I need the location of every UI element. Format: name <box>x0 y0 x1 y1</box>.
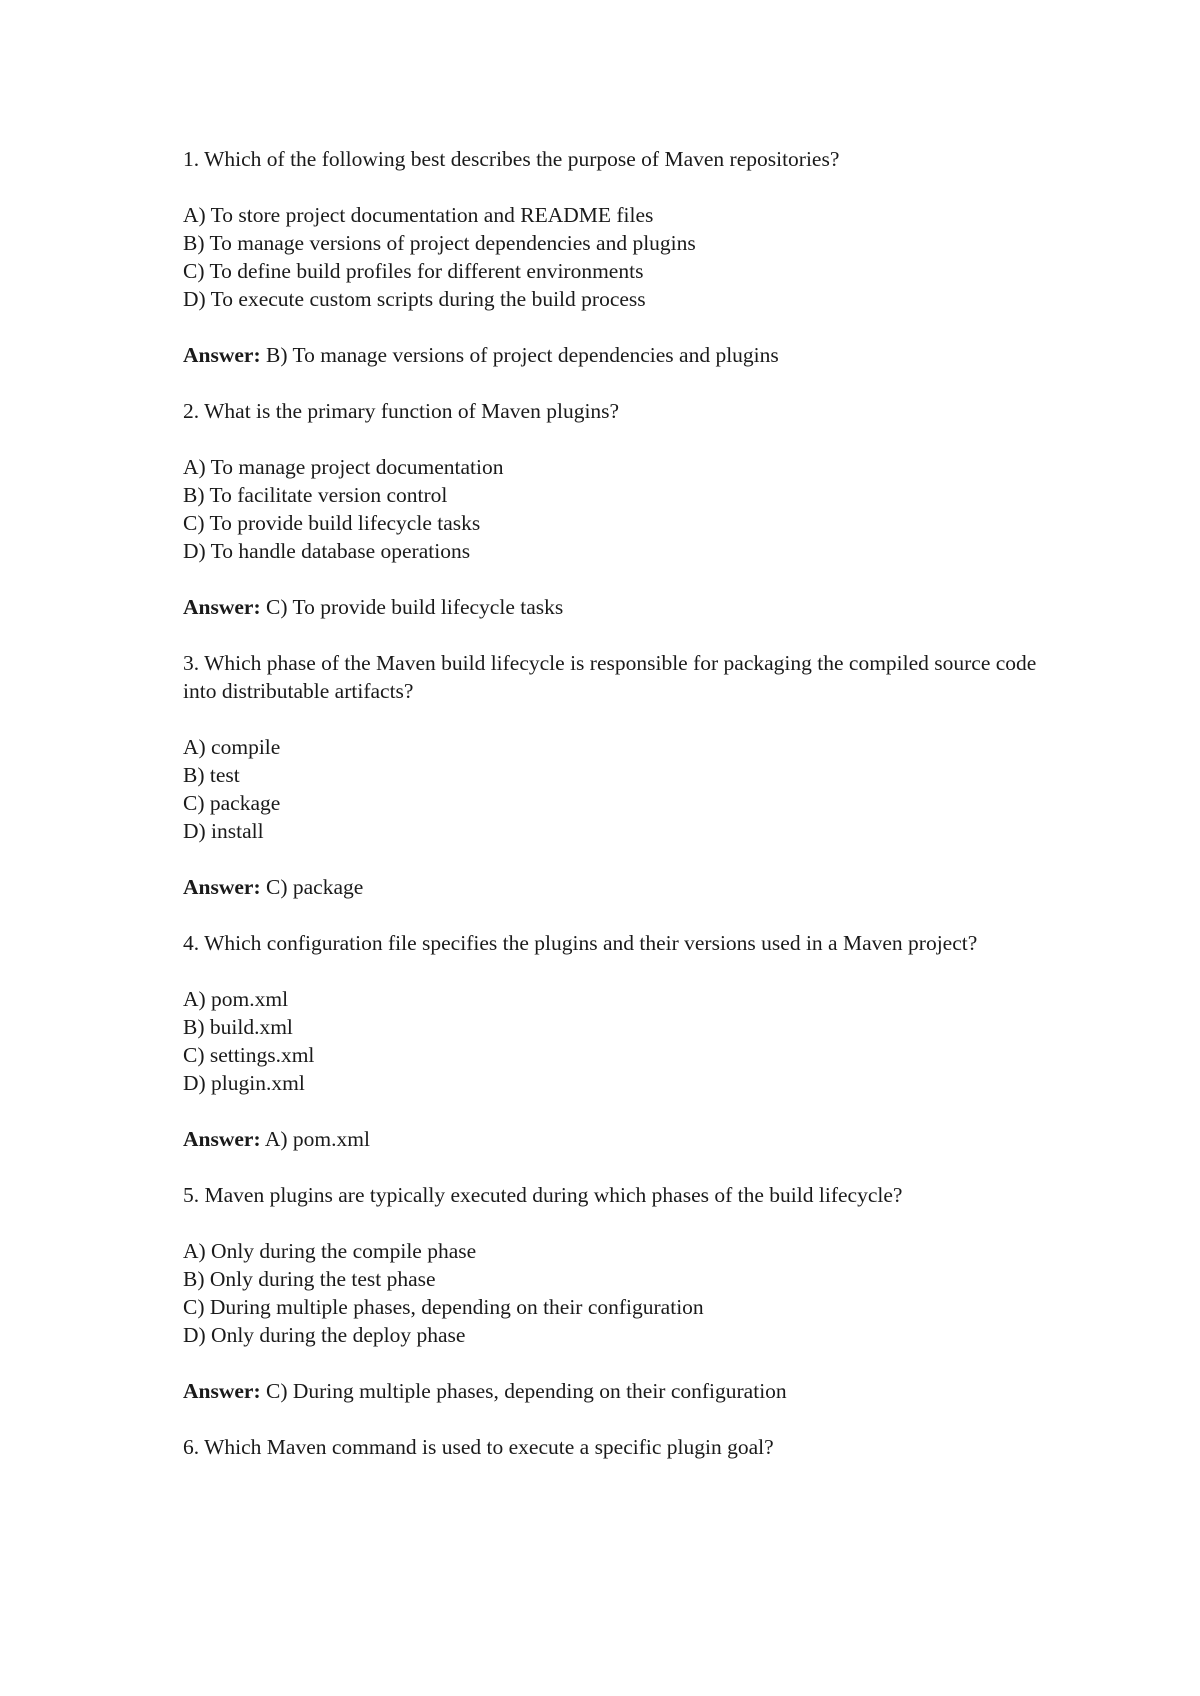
answer-text: A) pom.xml <box>264 1127 370 1151</box>
answer-line <box>183 1125 1043 1153</box>
option-item: A) Only during the compile phase <box>183 1239 477 1263</box>
answer-label: Answer: <box>183 343 261 367</box>
option-item: A) pom.xml <box>183 987 289 1011</box>
answer-line <box>183 341 1043 369</box>
option-item: D) To execute custom scripts during the build process <box>183 287 646 311</box>
options-list <box>183 201 1043 313</box>
question-item <box>183 1433 1043 1461</box>
answer-label: Answer: <box>183 1379 261 1403</box>
option-item: B) Only during the test phase <box>183 1267 436 1291</box>
options-list <box>183 733 1043 845</box>
option-item: B) To manage versions of project dependencies and plugins <box>183 231 696 255</box>
answer-line <box>183 1377 1043 1405</box>
option-item: D) Only during the deploy phase <box>183 1323 466 1347</box>
question-text: 6. Which Maven command is used to execute a specific plugin goal? <box>183 1435 774 1459</box>
document-content <box>183 145 1043 1489</box>
answer-text: B) To manage versions of project dependencies and plugins <box>266 343 779 367</box>
option-item: B) test <box>183 763 240 787</box>
question-text: 5. Maven plugins are typically executed during which phases of the build lifecycle? <box>183 1183 903 1207</box>
option-item: C) To define build profiles for different environments <box>183 259 644 283</box>
question-text: 4. Which configuration file specifies the plugins and their versions used in a Maven project? <box>183 931 978 955</box>
option-item: C) settings.xml <box>183 1043 315 1067</box>
answer-label: Answer: <box>183 875 261 899</box>
option-item: A) compile <box>183 735 281 759</box>
question-item <box>183 1181 1043 1405</box>
options-list <box>183 985 1043 1097</box>
answer-text: C) During multiple phases, depending on their configuration <box>266 1379 787 1403</box>
option-item: A) To store project documentation and README files <box>183 203 654 227</box>
answer-line <box>183 593 1043 621</box>
answer-label: Answer: <box>183 1127 261 1151</box>
option-item: C) To provide build lifecycle tasks <box>183 511 481 535</box>
question-text: 2. What is the primary function of Maven plugins? <box>183 399 620 423</box>
answer-label: Answer: <box>183 595 261 619</box>
option-item: D) install <box>183 819 264 843</box>
question-item <box>183 649 1043 901</box>
option-item: D) plugin.xml <box>183 1071 305 1095</box>
option-item: A) To manage project documentation <box>183 455 504 479</box>
question-text: 1. Which of the following best describes the purpose of Maven repositories? <box>183 147 840 171</box>
option-item: C) During multiple phases, depending on their configuration <box>183 1295 704 1319</box>
answer-text: C) package <box>266 875 364 899</box>
options-list <box>183 1237 1043 1349</box>
question-text: 3. Which phase of the Maven build lifecycle is responsible for packaging the compiled source code into distributable artifacts? <box>183 651 1037 703</box>
answer-line <box>183 873 1043 901</box>
option-item: C) package <box>183 791 281 815</box>
answer-text: C) To provide build lifecycle tasks <box>266 595 564 619</box>
option-item: B) build.xml <box>183 1015 293 1039</box>
option-item: D) To handle database operations <box>183 539 471 563</box>
question-item <box>183 145 1043 369</box>
options-list <box>183 453 1043 565</box>
question-item <box>183 929 1043 1153</box>
question-item <box>183 397 1043 621</box>
option-item: B) To facilitate version control <box>183 483 448 507</box>
